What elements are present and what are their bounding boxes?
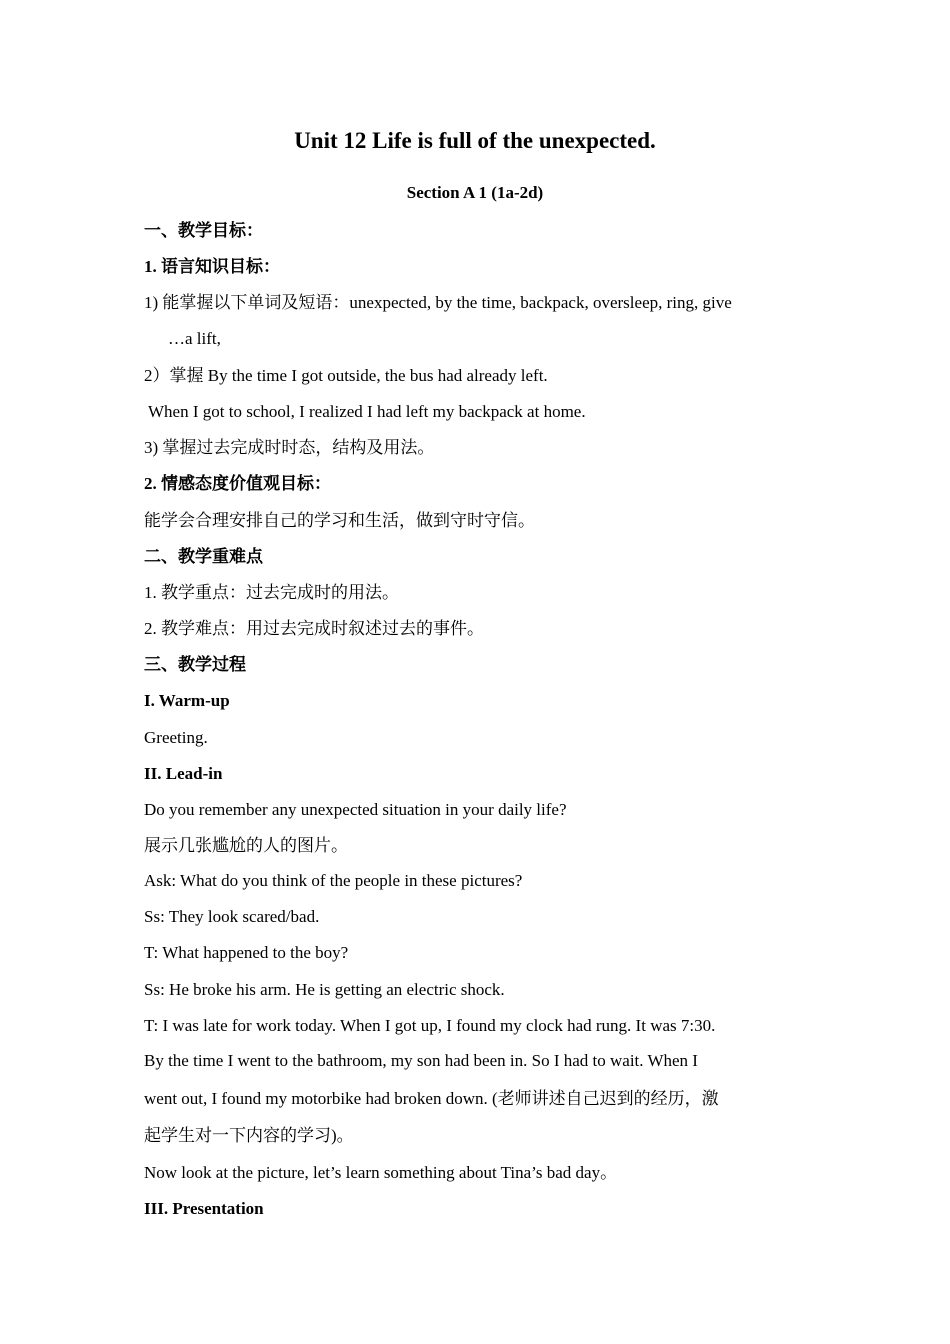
heading-objectives: 一、教学目标：	[144, 221, 263, 240]
text-line: 展示几张尴尬的人的图片。	[144, 836, 348, 855]
text-line: 1) 能掌握以下单词及短语：unexpected, by the time, backpack, oversleep, ring, give	[144, 293, 732, 312]
text-line: 3) 掌握过去完成时时态，结构及用法。	[144, 438, 435, 457]
text-line: Greeting.	[144, 728, 208, 747]
text-line: T: What happened to the boy?	[144, 943, 349, 962]
heading-process: 三、教学过程	[144, 655, 246, 674]
heading-key-points: 二、教学重难点	[144, 547, 263, 566]
heading-lead-in: II. Lead-in	[144, 764, 223, 783]
text-line: T: I was late for work today. When I got up, I found my clock had rung. It was 7:30.	[144, 1016, 716, 1035]
text-line: went out, I found my motorbike had broken down. (老师讲述自己迟到的经历，激	[144, 1089, 719, 1108]
text-line: When I got to school, I realized I had left my backpack at home.	[148, 402, 586, 421]
text-line: Ss: He broke his arm. He is getting an electric shock.	[144, 980, 505, 999]
text-line: Ask: What do you think of the people in these pictures?	[144, 871, 523, 890]
page-title: Unit 12 Life is full of the unexpected.	[294, 128, 656, 153]
text-line: Now look at the picture, let’s learn something about Tina’s bad day。	[144, 1163, 618, 1182]
heading-warm-up: I. Warm-up	[144, 691, 230, 710]
heading-presentation: III. Presentation	[144, 1199, 264, 1218]
text-line: By the time I went to the bathroom, my son had been in. So I had to wait. When I	[144, 1051, 698, 1070]
subheading-emotional-goals: 2. 情感态度价值观目标：	[144, 474, 331, 493]
text-line: 起学生对一下内容的学习)。	[144, 1126, 354, 1145]
subheading-language-goals: 1. 语言知识目标：	[144, 257, 280, 276]
text-line: 能学会合理安排自己的学习和生活，做到守时守信。	[144, 511, 535, 530]
text-line: …a lift,	[168, 329, 221, 348]
text-line: 1. 教学重点：过去完成时的用法。	[144, 583, 399, 602]
text-line: 2）掌握 By the time I got outside, the bus had already left.	[144, 366, 548, 385]
text-line: Do you remember any unexpected situation in your daily life?	[144, 800, 567, 819]
text-line: 2. 教学难点：用过去完成时叙述过去的事件。	[144, 619, 484, 638]
text-line: Ss: They look scared/bad.	[144, 907, 320, 926]
section-subtitle: Section A 1 (1a-2d)	[406, 183, 544, 202]
